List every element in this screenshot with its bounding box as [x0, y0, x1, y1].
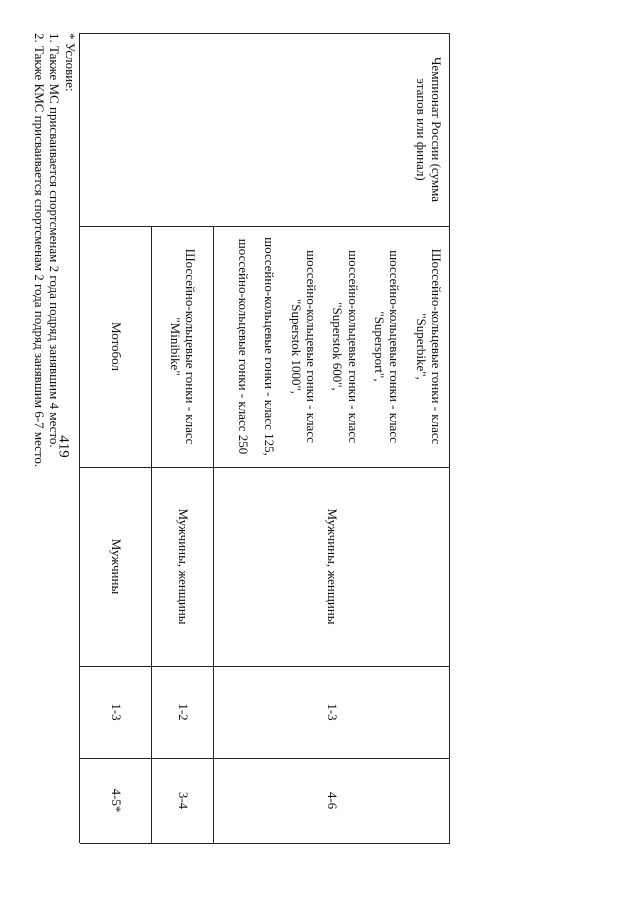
footnote-item: 2. Также КМС присваивается спортсменам 2 года подряд занявшим 6-7 место. [31, 33, 47, 468]
kms-places-text: 4-5* [108, 788, 124, 813]
footnote-heading: * Условие: [63, 33, 78, 92]
ms-places-cell [152, 666, 214, 758]
footnotes [31, 33, 78, 843]
discipline-item: Шоссейно-кольцевые гонки - класс "Superbike", [413, 248, 444, 445]
gender-cell [152, 467, 214, 666]
kms-places-cell [152, 758, 214, 843]
gender-cell [80, 467, 152, 666]
ms-places-text: 1-3 [108, 703, 124, 721]
discipline-item: шоссейно-кольцевые гонки - класс 125, [262, 237, 278, 456]
kms-places-cell [80, 758, 152, 843]
kms-places-cell [214, 758, 450, 843]
discipline-list [225, 226, 444, 467]
discipline-item: Мотобол [108, 321, 124, 371]
competition-cell [80, 33, 450, 226]
page-number: 419 [55, 435, 72, 458]
discipline-item: Шоссейно-кольцевые гонки - класс "Minibike" [168, 248, 199, 445]
table-border-right [80, 843, 450, 844]
ms-places-text: 1-2 [175, 703, 191, 721]
footnote-item: 1. Также МС присваивается спортсменам 2 года подряд занявшим 4 место. [47, 33, 63, 448]
gender-text: Мужчины, женщины [324, 508, 340, 625]
ms-places-text: 1-3 [324, 703, 340, 721]
qualification-table [80, 33, 450, 843]
discipline-item: шоссейно-кольцевые гонки - класс 250 [236, 238, 252, 455]
discipline-item: шоссейно-кольцевые гонки - класс "Superstok 600", [330, 250, 361, 443]
discipline-cell [80, 226, 152, 467]
competition-name: Чемпионат России (сумма этапов или финал) [413, 56, 444, 202]
discipline-item: шоссейно-кольцевые гонки - класс "Supersport", [372, 250, 403, 443]
discipline-item: шоссейно-кольцевые гонки - класс "Superstok 1000", [288, 250, 320, 443]
kms-places-text: 3-4 [175, 791, 191, 810]
kms-places-text: 4-6 [324, 791, 340, 810]
discipline-cell [152, 226, 214, 467]
ms-places-cell [80, 666, 152, 758]
gender-text: Мужчины, женщины [175, 508, 191, 625]
gender-text: Мужчины [108, 538, 124, 595]
gender-cell [214, 467, 450, 666]
ms-places-cell [214, 666, 450, 758]
